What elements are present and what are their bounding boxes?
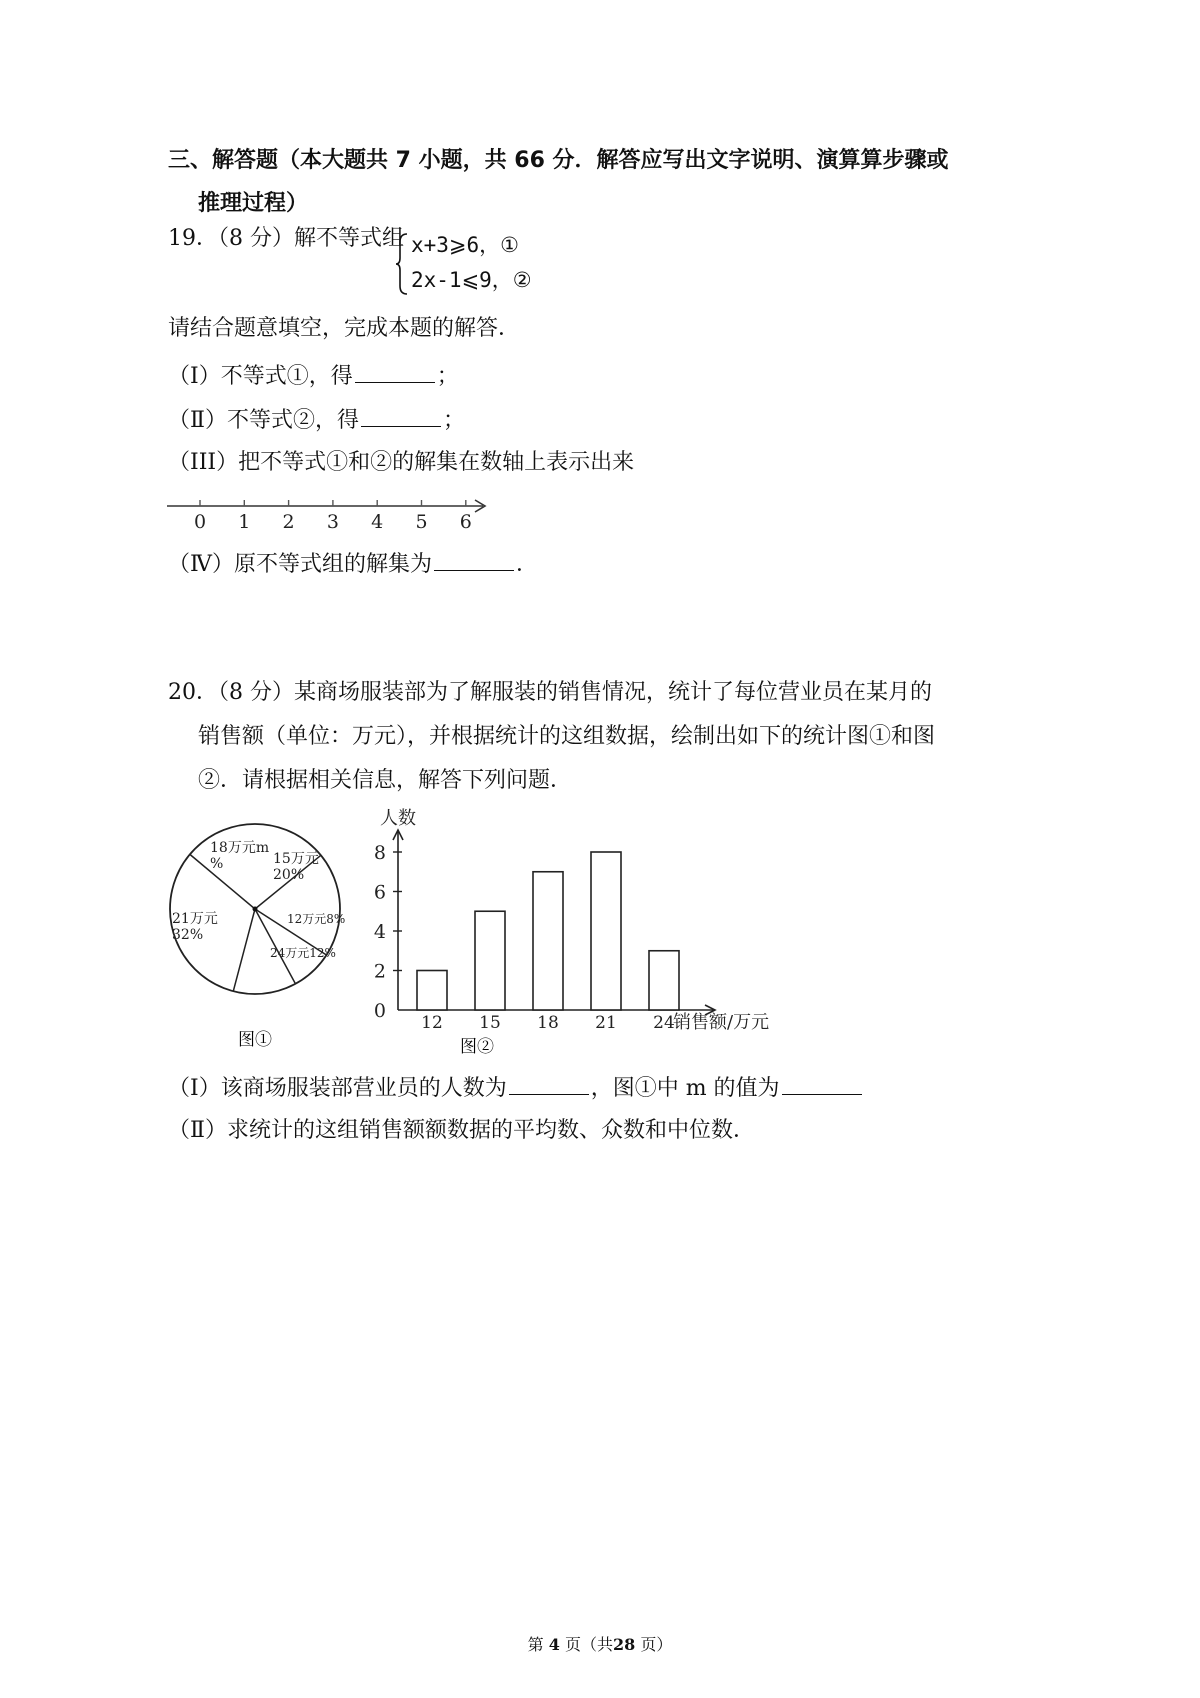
q20-part1-a: （Ⅰ）该商场服装部营业员的人数为 [168, 1076, 507, 1101]
answer-blank [355, 360, 435, 383]
footer-text-a: 第 [527, 1635, 544, 1654]
y-tick-label: 0 [373, 1000, 386, 1022]
number-line-tick-label: 0 [193, 511, 207, 533]
bar [533, 872, 563, 1010]
system-brace [395, 232, 409, 296]
y-tick-label: 4 [373, 921, 386, 943]
pie-slice-label: % [210, 856, 224, 872]
y-tick-label: 8 [373, 842, 386, 864]
answer-blank [782, 1072, 862, 1095]
section-heading-line2: 推理过程） [198, 191, 309, 216]
q19-part1-label: （Ⅰ）不等式①，得 [168, 364, 353, 389]
q20-line2: 销售额（单位：万元），并根据统计的这组数据，绘制出如下的统计图①和图 [198, 724, 936, 749]
q19-part3: （III）把不等式①和②的解集在数轴上表示出来 [168, 450, 635, 475]
pie-slice-label: 12万元8% [287, 912, 346, 926]
number-line-tick-label: 4 [371, 511, 384, 533]
pie-slice-label: 32% [172, 927, 204, 943]
footer-text-b: 页（共 [564, 1635, 613, 1654]
answer-blank [361, 404, 441, 427]
q19-part4-label: （Ⅳ）原不等式组的解集为 [168, 552, 432, 577]
number-line-tick-label: 1 [238, 511, 251, 533]
bar [649, 951, 679, 1010]
q20-part2: （Ⅱ）求统计的这组销售额额数据的平均数、众数和中位数． [168, 1118, 755, 1143]
pie-slice-label: 15万元 [273, 851, 319, 867]
q19-part2-end: ； [442, 408, 465, 433]
bar-chart [360, 800, 790, 1062]
pie-slice-label: 24万元12% [270, 946, 336, 960]
pie-chart [160, 815, 360, 1060]
bar [591, 852, 621, 1010]
q19-part4-end: ． [515, 552, 538, 577]
pie-slice-boundary [233, 909, 255, 991]
pie-slice-label: 20% [273, 867, 305, 883]
x-tick-label: 12 [421, 1013, 443, 1033]
x-tick-label: 18 [537, 1013, 559, 1033]
q19-inequality-2: 2x-1⩽9，② [411, 268, 532, 292]
bar [475, 911, 505, 1010]
footer-total-pages: 28 [612, 1635, 636, 1654]
number-line-tick-label: 3 [326, 511, 339, 533]
pie-slice-label: 21万元 [172, 911, 218, 927]
q19-part4 [168, 548, 538, 580]
q19-inequality-1: x+3⩾6，① [411, 233, 519, 257]
footer-page-number: 4 [548, 1635, 560, 1654]
y-axis-label: 人数 [380, 808, 416, 829]
number-line [165, 492, 495, 537]
q20-part1 [168, 1072, 864, 1104]
fig2-caption: 图② [460, 1037, 494, 1057]
number-line-tick-label: 6 [459, 511, 472, 533]
footer-text-c: 页） [640, 1635, 673, 1654]
q19-part2-label: （Ⅱ）不等式②，得 [168, 408, 359, 433]
q19-part2 [168, 404, 465, 436]
y-tick-label: 2 [373, 960, 386, 983]
number-line-tick-label: 2 [282, 511, 295, 533]
pie-center [253, 907, 258, 912]
fig1-caption: 图① [238, 1030, 272, 1050]
page-footer [0, 1632, 1200, 1655]
x-tick-label: 15 [479, 1013, 501, 1033]
q19-prefix: 19．（8 分）解不等式组 [168, 226, 404, 251]
x-axis-label: 销售额/万元 [673, 1012, 770, 1033]
q19-part1-end: ； [436, 364, 459, 389]
q20-line3: ②．请根据相关信息，解答下列问题． [198, 768, 573, 793]
bar [417, 971, 447, 1011]
pie-slice-label: 18万元m [210, 840, 270, 856]
number-line-tick-label: 5 [415, 511, 428, 533]
q20-line1: 20．（8 分）某商场服装部为了解服装的销售情况，统计了每位营业员在某月的 [168, 680, 932, 705]
x-tick-label: 24 [653, 1013, 675, 1033]
answer-blank [509, 1072, 589, 1095]
y-tick-label: 6 [373, 881, 386, 904]
q20-part1-b: ，图①中 m 的值为 [590, 1076, 780, 1101]
q19-part1 [168, 360, 459, 392]
q19-instruction: 请结合题意填空，完成本题的解答． [168, 316, 521, 341]
x-tick-label: 21 [595, 1013, 617, 1033]
section-heading-line1: 三、解答题（本大题共 7 小题，共 66 分．解答应写出文字说明、演算算步骤或 [168, 148, 949, 173]
answer-blank [434, 548, 514, 571]
